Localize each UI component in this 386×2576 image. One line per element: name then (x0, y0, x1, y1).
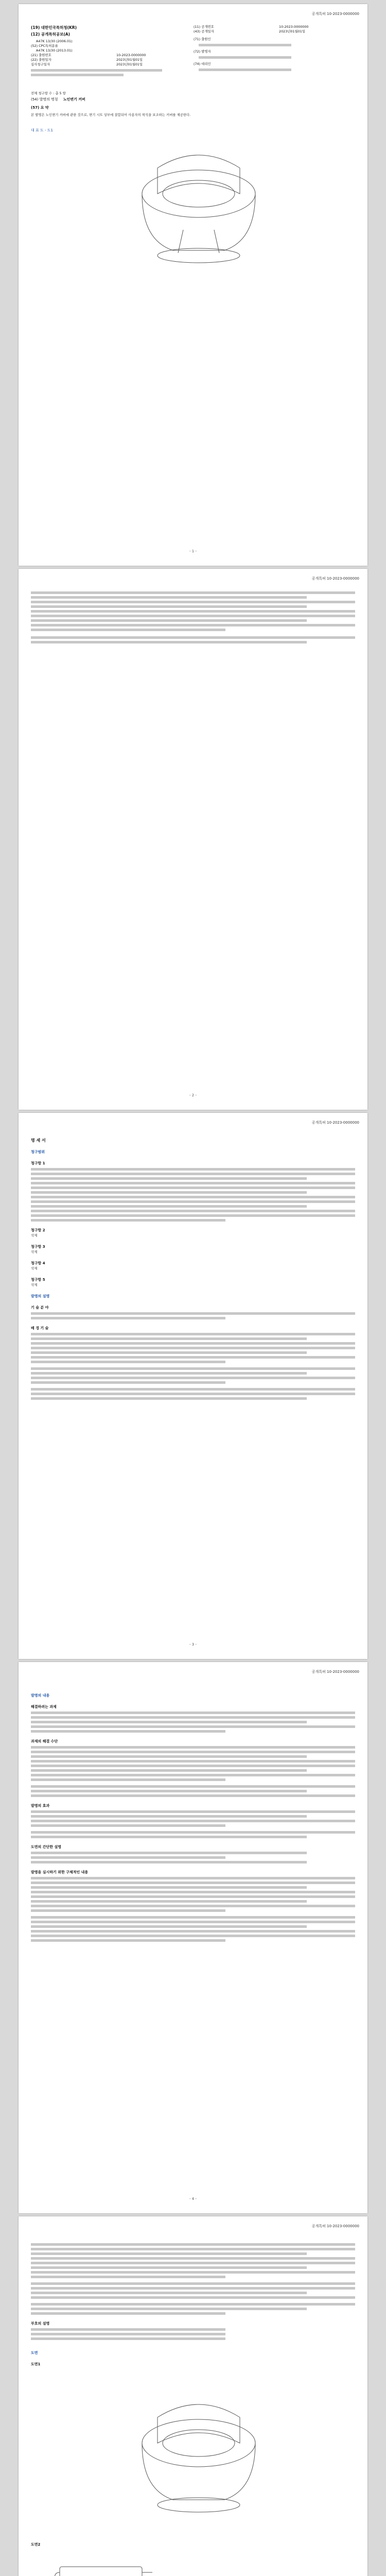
sign-heading: 부호의 설명 (31, 2321, 50, 2326)
background-heading: 배 경 기 술 (31, 1326, 49, 1330)
pubdate-value: 2023년01월01일 (279, 29, 306, 33)
claim-4-heading: 청구항 4 (31, 1261, 45, 1265)
exam-value: 2023년01월01일 (116, 62, 143, 66)
appno-label: (21) 출원번호 (31, 53, 51, 57)
figure-2-label: 도면2 (31, 2543, 41, 2547)
claim-4-text: 삭제 (31, 1266, 38, 1270)
page-2-text (31, 589, 355, 643)
page-3 (19, 1113, 367, 1659)
claim-1-heading: 청구항 1 (31, 1161, 45, 1165)
spec-title: 명 세 서 (31, 1138, 46, 1143)
representative-figure (121, 137, 271, 266)
description-heading: 발명의 설명 (31, 1294, 50, 1298)
publication-number: 공개특허 10-2023-0000000 (311, 1121, 359, 1125)
claim-5-heading: 청구항 5 (31, 1278, 45, 1282)
publication-number: 공개특허 10-2023-0000000 (311, 12, 359, 16)
office-title: (19) 대한민국특허청(KR) (31, 25, 77, 30)
abstract-label: (57) 요 약 (31, 106, 49, 110)
cpc-label: (52) CPC특허분류 (31, 44, 58, 48)
page-number: - 4 - (189, 2197, 197, 2201)
title-label: (54) 발명의 명칭 (31, 97, 58, 101)
pubdate-label: (43) 공개일자 (194, 29, 214, 33)
cpc-value: A47K 13/30 (2013.01) (36, 48, 73, 53)
problem-heading: 해결하려는 과제 (31, 1705, 57, 1709)
page-1 (19, 4, 367, 566)
content-heading: 발명의 내용 (31, 1693, 50, 1698)
publication-number: 공개특허 10-2023-0000000 (311, 1670, 359, 1674)
rep-figure-label: 대 표 도 - 도1 (31, 128, 53, 132)
page-5 (19, 2216, 367, 2576)
inventor-label: (72) 발명자 (194, 49, 211, 54)
exam-label: 심사청구일자 (31, 62, 50, 66)
claim-3-heading: 청구항 3 (31, 1245, 45, 1249)
title-row (31, 97, 85, 102)
pubno-value: 10-2023-0000000 (279, 25, 309, 29)
page-2 (19, 569, 367, 1110)
figure-2 (49, 2551, 163, 2576)
tech-field-heading: 기 술 분 야 (31, 1306, 49, 1310)
publication-number: 공개특허 10-2023-0000000 (311, 2224, 359, 2228)
ipc-value: A47K 13/30 (2006.01) (36, 39, 73, 43)
kind-title: (12) 공개특허공보(A) (31, 32, 71, 37)
citation-text (31, 74, 124, 76)
abstract-text: 본 발명은 노인변기 커버에 관한 것으로, 변기 시트 상부에 결합되어 사용자의 착석을 보조하는 커버를 제공한다. (31, 113, 191, 117)
applicant-text (199, 44, 291, 46)
claim-3-text: 삭제 (31, 1250, 38, 1254)
page-number: - 3 - (189, 1642, 197, 1647)
mode-heading: 발명을 실시하기 위한 구체적인 내용 (31, 1870, 89, 1874)
invention-title: 노인변기 커버 (63, 97, 85, 101)
figure-1 (121, 2386, 271, 2520)
biblio-right (194, 25, 348, 71)
drawings-heading: 도면 (31, 2351, 38, 2355)
applicant-label: (71) 출원인 (194, 37, 211, 41)
drawing-desc-heading: 도면의 간단한 설명 (31, 1845, 61, 1849)
means-heading: 과제의 해결 수단 (31, 1739, 58, 1743)
page-4 (19, 1662, 367, 2213)
claim-2-text: 삭제 (31, 1233, 38, 1238)
claims-heading: 청구범위 (31, 1150, 45, 1154)
claim-5-text: 삭제 (31, 1283, 38, 1287)
appno-value: 10-2023-0000000 (116, 53, 146, 57)
appdate-label: (22) 출원일자 (31, 58, 51, 62)
figure-1-label: 도면1 (31, 2362, 41, 2366)
effect-heading: 발명의 효과 (31, 1804, 50, 1808)
office-block (31, 25, 185, 37)
publication-number: 공개특허 10-2023-0000000 (311, 577, 359, 581)
page-number: - 2 - (189, 1093, 197, 1097)
claim-2-heading: 청구항 2 (31, 1228, 45, 1232)
page-number: - 1 - (189, 549, 197, 553)
citation-text (31, 69, 162, 72)
biblio-left (31, 39, 185, 76)
agent-label: (74) 대리인 (194, 62, 211, 66)
appdate-value: 2023년01월01일 (116, 58, 143, 62)
claims-count: 전체 청구항 수 : 총 5 항 (31, 91, 66, 95)
inventor-text (199, 56, 291, 59)
agent-text (199, 69, 291, 71)
pubno-label: (11) 공개번호 (194, 25, 214, 29)
